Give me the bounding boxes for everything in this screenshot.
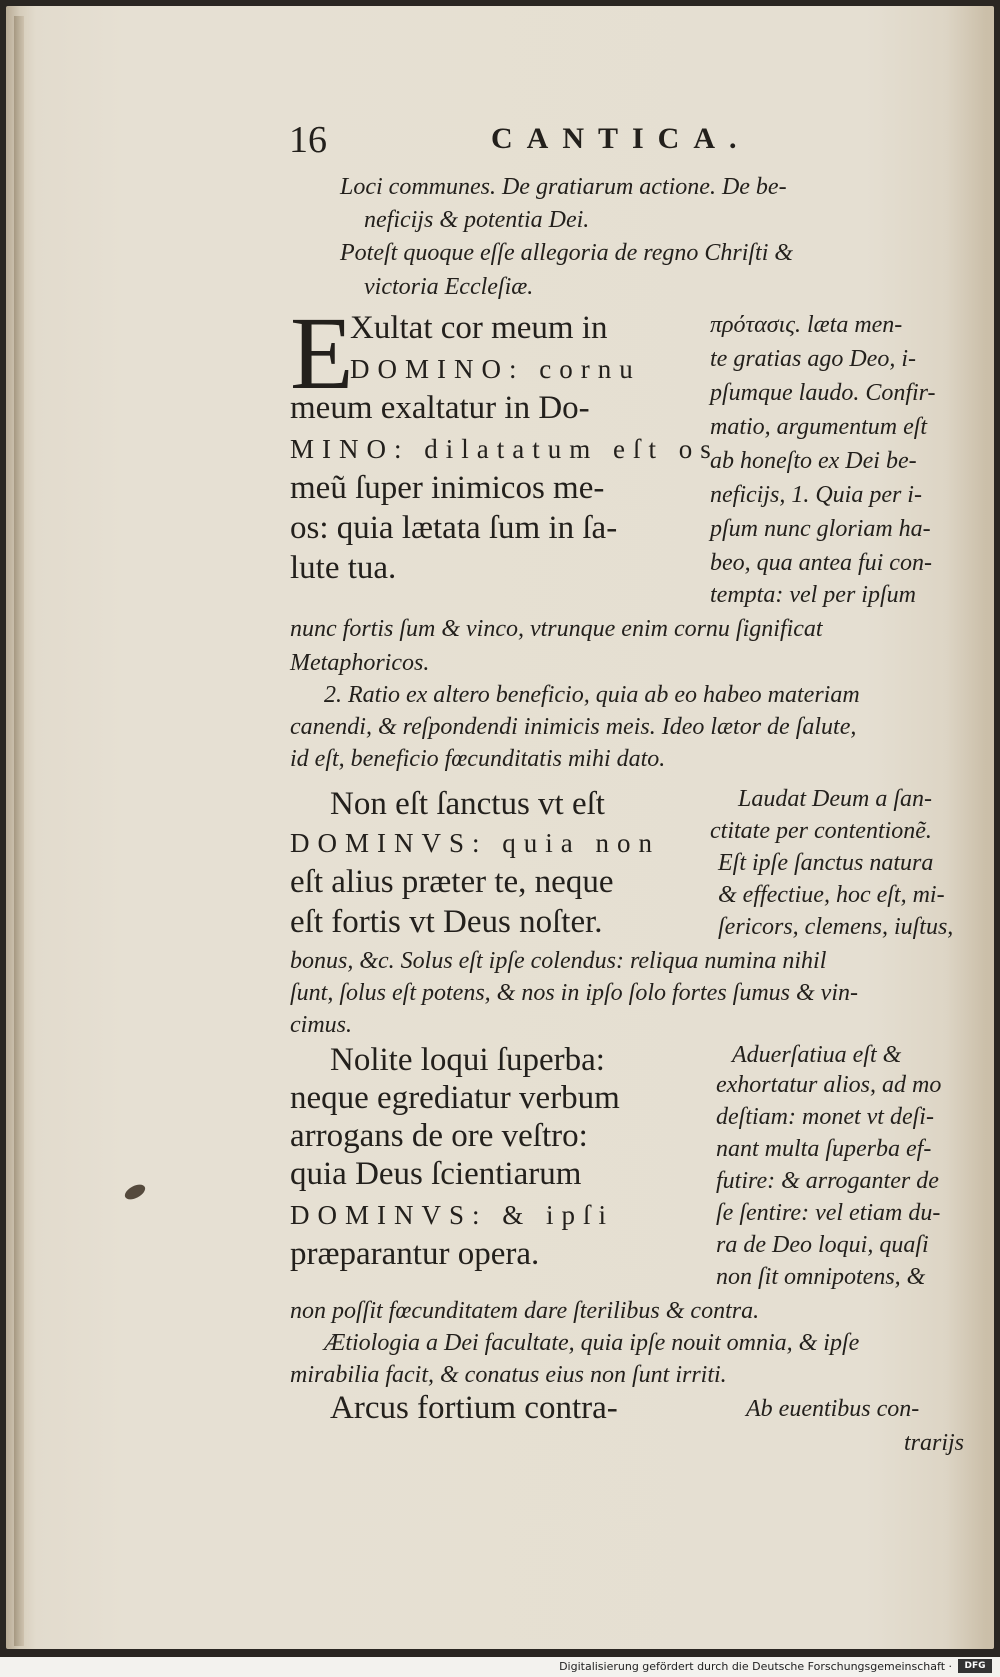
gloss-line: ra de Deo loqui, quaſi (716, 1232, 929, 1258)
verse-line: lute tua. (290, 550, 397, 586)
note-line: Poteſt quoque eſſe allegoria de regno Chriſti & (340, 240, 794, 266)
gloss-line: tempta: vel per ipſum (710, 582, 916, 608)
verse-line: arrogans de ore veſtro: (290, 1118, 588, 1154)
gloss-line: beo, qua antea fui con- (710, 550, 932, 576)
gloss-line: Ætiologia a Dei facultate, quia ipſe nouit omnia, & ipſe (324, 1330, 860, 1356)
drop-capital: E (290, 296, 354, 411)
gloss-line: bonus, &c. Solus eſt ipſe colendus: reliqua numina nihil (290, 948, 827, 974)
note-line: Loci communes. De gratiarum actione. De be- (340, 174, 787, 200)
verse-line: DOMINVS: & ipſi (290, 1200, 615, 1230)
verse-line: DOMINO: cornu (350, 354, 641, 384)
gloss-line: neficijs, 1. Quia per i- (710, 482, 922, 508)
verse-line: os: quia lætata ſum in ſa- (290, 510, 618, 546)
gloss-line: ſunt, ſolus eſt potens, & nos in ipſo ſolo fortes ſumus & vin- (290, 980, 858, 1006)
verse-line: præparantur opera. (290, 1236, 540, 1272)
verse-line: eſt alius præter te, neque (290, 864, 614, 900)
ink-blot-mark (122, 1182, 147, 1203)
verse-line: DOMINVS: quia non (290, 828, 660, 858)
verse-line: neque egrediatur verbum (290, 1080, 620, 1116)
gloss-line: deſtiam: monet vt deſi- (716, 1104, 934, 1130)
gloss-line: ſericors, clemens, iuſtus, (718, 914, 954, 940)
note-line: neficijs & potentia Dei. (364, 207, 590, 233)
running-title: CANTICA. (491, 122, 751, 155)
verse-line: Non eſt ſanctus vt eſt (330, 786, 605, 822)
gloss-line: pſumque laudo. Confir- (710, 380, 936, 406)
gloss-line: non poſſit fœcunditatem dare ſterilibus & contra. (290, 1298, 760, 1324)
gloss-line: Metaphoricos. (290, 650, 430, 676)
gloss-line: cimus. (290, 1012, 352, 1038)
gloss-line: nant multa ſuperba ef- (716, 1136, 932, 1162)
verse-line: Xultat cor meum in (350, 310, 608, 346)
gloss-line: te gratias ago Deo, i- (710, 346, 916, 372)
gloss-line: futire: & arroganter de (716, 1168, 939, 1194)
gloss-line: pſum nunc gloriam ha- (710, 516, 931, 542)
dfg-logo: DFG (958, 1659, 992, 1673)
verse-line: quia Deus ſcientiarum (290, 1156, 582, 1192)
gloss-line: Aduerſatiua eſt & (732, 1042, 902, 1068)
verse-line: MINO: dilatatum eſt os (290, 434, 719, 464)
note-line: victoria Eccleſiæ. (364, 274, 534, 300)
gloss-line: 2. Ratio ex altero beneficio, quia ab eo habeo materiam (324, 682, 860, 708)
gloss-line: mirabilia facit, & conatus eius non ſunt irriti. (290, 1362, 727, 1388)
gloss-line: matio, argumentum eſt (710, 414, 928, 440)
catchword: trarijs (904, 1430, 965, 1456)
verse-line: Arcus fortium contra- (330, 1390, 618, 1426)
gloss-line: canendi, & reſpondendi inimicis meis. Ideo lætor de ſalute, (290, 714, 857, 740)
gloss-line: ſe ſentire: vel etiam du- (716, 1200, 941, 1226)
page-number: 16 (289, 119, 327, 161)
gloss-line: exhortatur alios, ad mo (716, 1072, 942, 1098)
gloss-line: Laudat Deum a ſan- (738, 786, 932, 812)
gloss-line: id eſt, beneficio fœcunditatis mihi dato. (290, 746, 666, 772)
gloss-line: Ab euentibus con- (746, 1396, 920, 1422)
gloss-line: Eſt ipſe ſanctus natura (718, 850, 934, 876)
page-gutter (14, 16, 24, 1646)
gloss-line: πρότασις. læta men- (710, 312, 903, 338)
verse-line: meum exaltatur in Do- (290, 390, 590, 426)
gloss-line: ab honeſto ex Dei be- (710, 448, 917, 474)
gloss-line: non ſit omnipotens, & (716, 1264, 926, 1290)
gloss-line: nunc fortis ſum & vinco, vtrunque enim cornu ſignificat (290, 616, 823, 642)
gloss-line: & effectiue, hoc eſt, mi- (718, 882, 945, 908)
gloss-line: ctitate per contentionẽ. (710, 818, 932, 844)
verse-line: meũ ſuper inimicos me- (290, 470, 605, 506)
verse-line: Nolite loqui ſuperba: (330, 1042, 605, 1078)
book-page (6, 6, 994, 1649)
verse-line: eſt fortis vt Deus noſter. (290, 904, 603, 940)
footer-credit: Digitalisierung gefördert durch die Deutsche Forschungsgemeinschaft · (559, 1660, 952, 1673)
